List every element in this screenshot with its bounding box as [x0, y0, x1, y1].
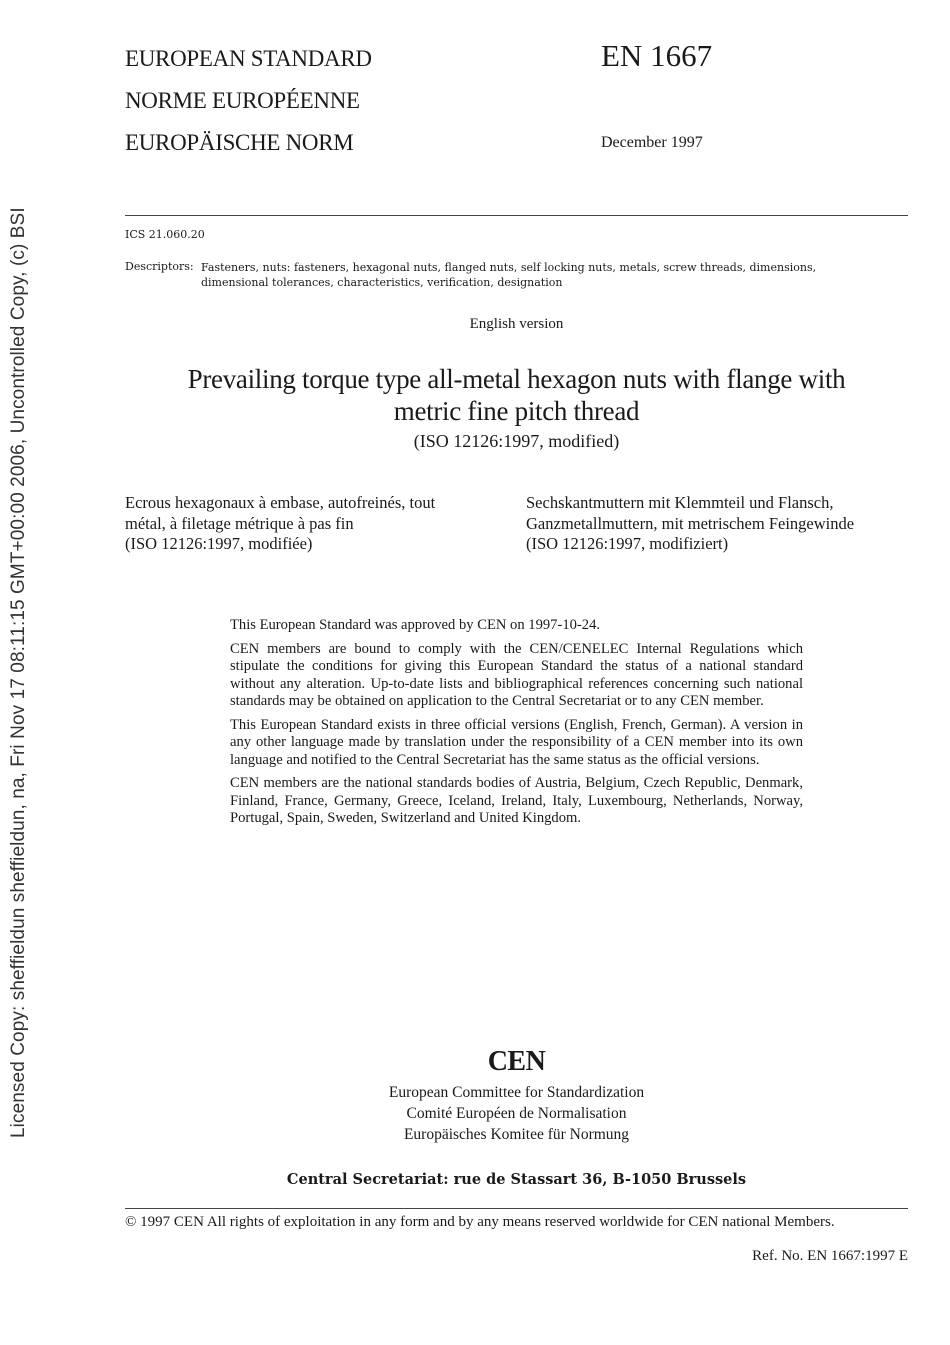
reference-number: Ref. No. EN 1667:1997 E — [752, 1248, 908, 1264]
ics-code: ICS 21.060.20 — [125, 228, 205, 241]
versions-paragraph: This European Standard exists in three official versions (English, French, German). A version in any other language made by translation under the responsibility of a CEN member into its own language and notified to the Central Secretariat has the same status as the official versions. — [230, 716, 803, 768]
descriptors-line-2: dimensional tolerances, characteristics, verification, designation — [201, 276, 563, 289]
copyright-notice: © 1997 CEN All rights of exploitation in any form and by any means reserved worldwide for CEN national Members. — [125, 1214, 835, 1230]
approval-paragraph: This European Standard was approved by CEN on 1997-10-24. — [230, 617, 601, 633]
german-title-line-3: (ISO 12126:1997, modifiziert) — [526, 534, 729, 553]
descriptors-line-1: Fasteners, nuts: fasteners, hexagonal nuts, flanged nuts, self locking nuts, metals, screw threads, dimensions, — [201, 261, 817, 274]
central-secretariat-address: Central Secretariat: rue de Stassart 36, B-1050 Brussels — [286, 1171, 747, 1188]
cen-logo: CEN — [487, 1046, 546, 1077]
approval-text — [230, 617, 803, 834]
title-line-1: Prevailing torque type all-metal hexagon nuts with flange with — [187, 364, 846, 394]
french-title-line-1: Ecrous hexagonaux à embase, autofreinés, tout — [125, 493, 436, 512]
cen-name-english: European Committee for Standardization — [388, 1084, 645, 1101]
german-title — [526, 493, 916, 555]
version-label: English version — [469, 316, 564, 332]
german-title-line-1: Sechskantmuttern mit Klemmteil und Flansch, — [526, 493, 834, 512]
cen-name-german: Europäisches Komitee für Normung — [403, 1126, 630, 1143]
document-subtitle: (ISO 12126:1997, modified) — [413, 431, 620, 451]
german-title-line-2: Ganzmetallmuttern, mit metrischem Feingewinde — [526, 513, 855, 533]
header-european-standard: EUROPEAN STANDARD — [125, 46, 372, 71]
bottom-divider — [125, 1208, 908, 1209]
french-title-line-3: (ISO 12126:1997, modifiée) — [125, 534, 313, 553]
members-paragraph: CEN members are the national standards bodies of Austria, Belgium, Czech Republic, Denmark, Finland, France, Germany, Greece, Iceland, Ireland, Italy, Luxembourg, Netherlands, Norway, Portugal, Spain, Sweden, Switzerland and United Kingdom. — [230, 775, 803, 826]
cen-names — [0, 1082, 950, 1145]
french-title — [125, 493, 495, 555]
document-title — [140, 363, 893, 427]
french-title-line-2: métal, à filetage métrique à pas fin — [125, 513, 354, 533]
cen-name-french: Comité Européen de Normalisation — [406, 1105, 627, 1122]
standard-number: EN 1667 — [601, 38, 713, 73]
title-line-2: metric fine pitch thread — [393, 396, 640, 426]
descriptors-label: Descriptors: — [125, 260, 194, 273]
header-norme-europeenne: NORME EUROPÉENNE — [125, 88, 360, 113]
header-europaische-norm: EUROPÄISCHE NORM — [125, 130, 354, 155]
publication-date: December 1997 — [601, 134, 703, 151]
license-watermark: Licensed Copy: sheffieldun sheffieldun, na, Fri Nov 17 08:11:15 GMT+00:00 2006, Uncontrolled Copy, (c) BSI — [8, 207, 29, 1138]
descriptors-text — [201, 260, 841, 290]
top-divider — [125, 215, 908, 216]
regulations-paragraph: CEN members are bound to comply with the CEN/CENELEC Internal Regulations which stipulate the conditions for giving this European Standard the status of a national standard without any alteration. Up-to-date lists and bibliographical references concerning such national standards may be obtained on application to the Central Secretariat or to any CEN member. — [230, 640, 803, 709]
